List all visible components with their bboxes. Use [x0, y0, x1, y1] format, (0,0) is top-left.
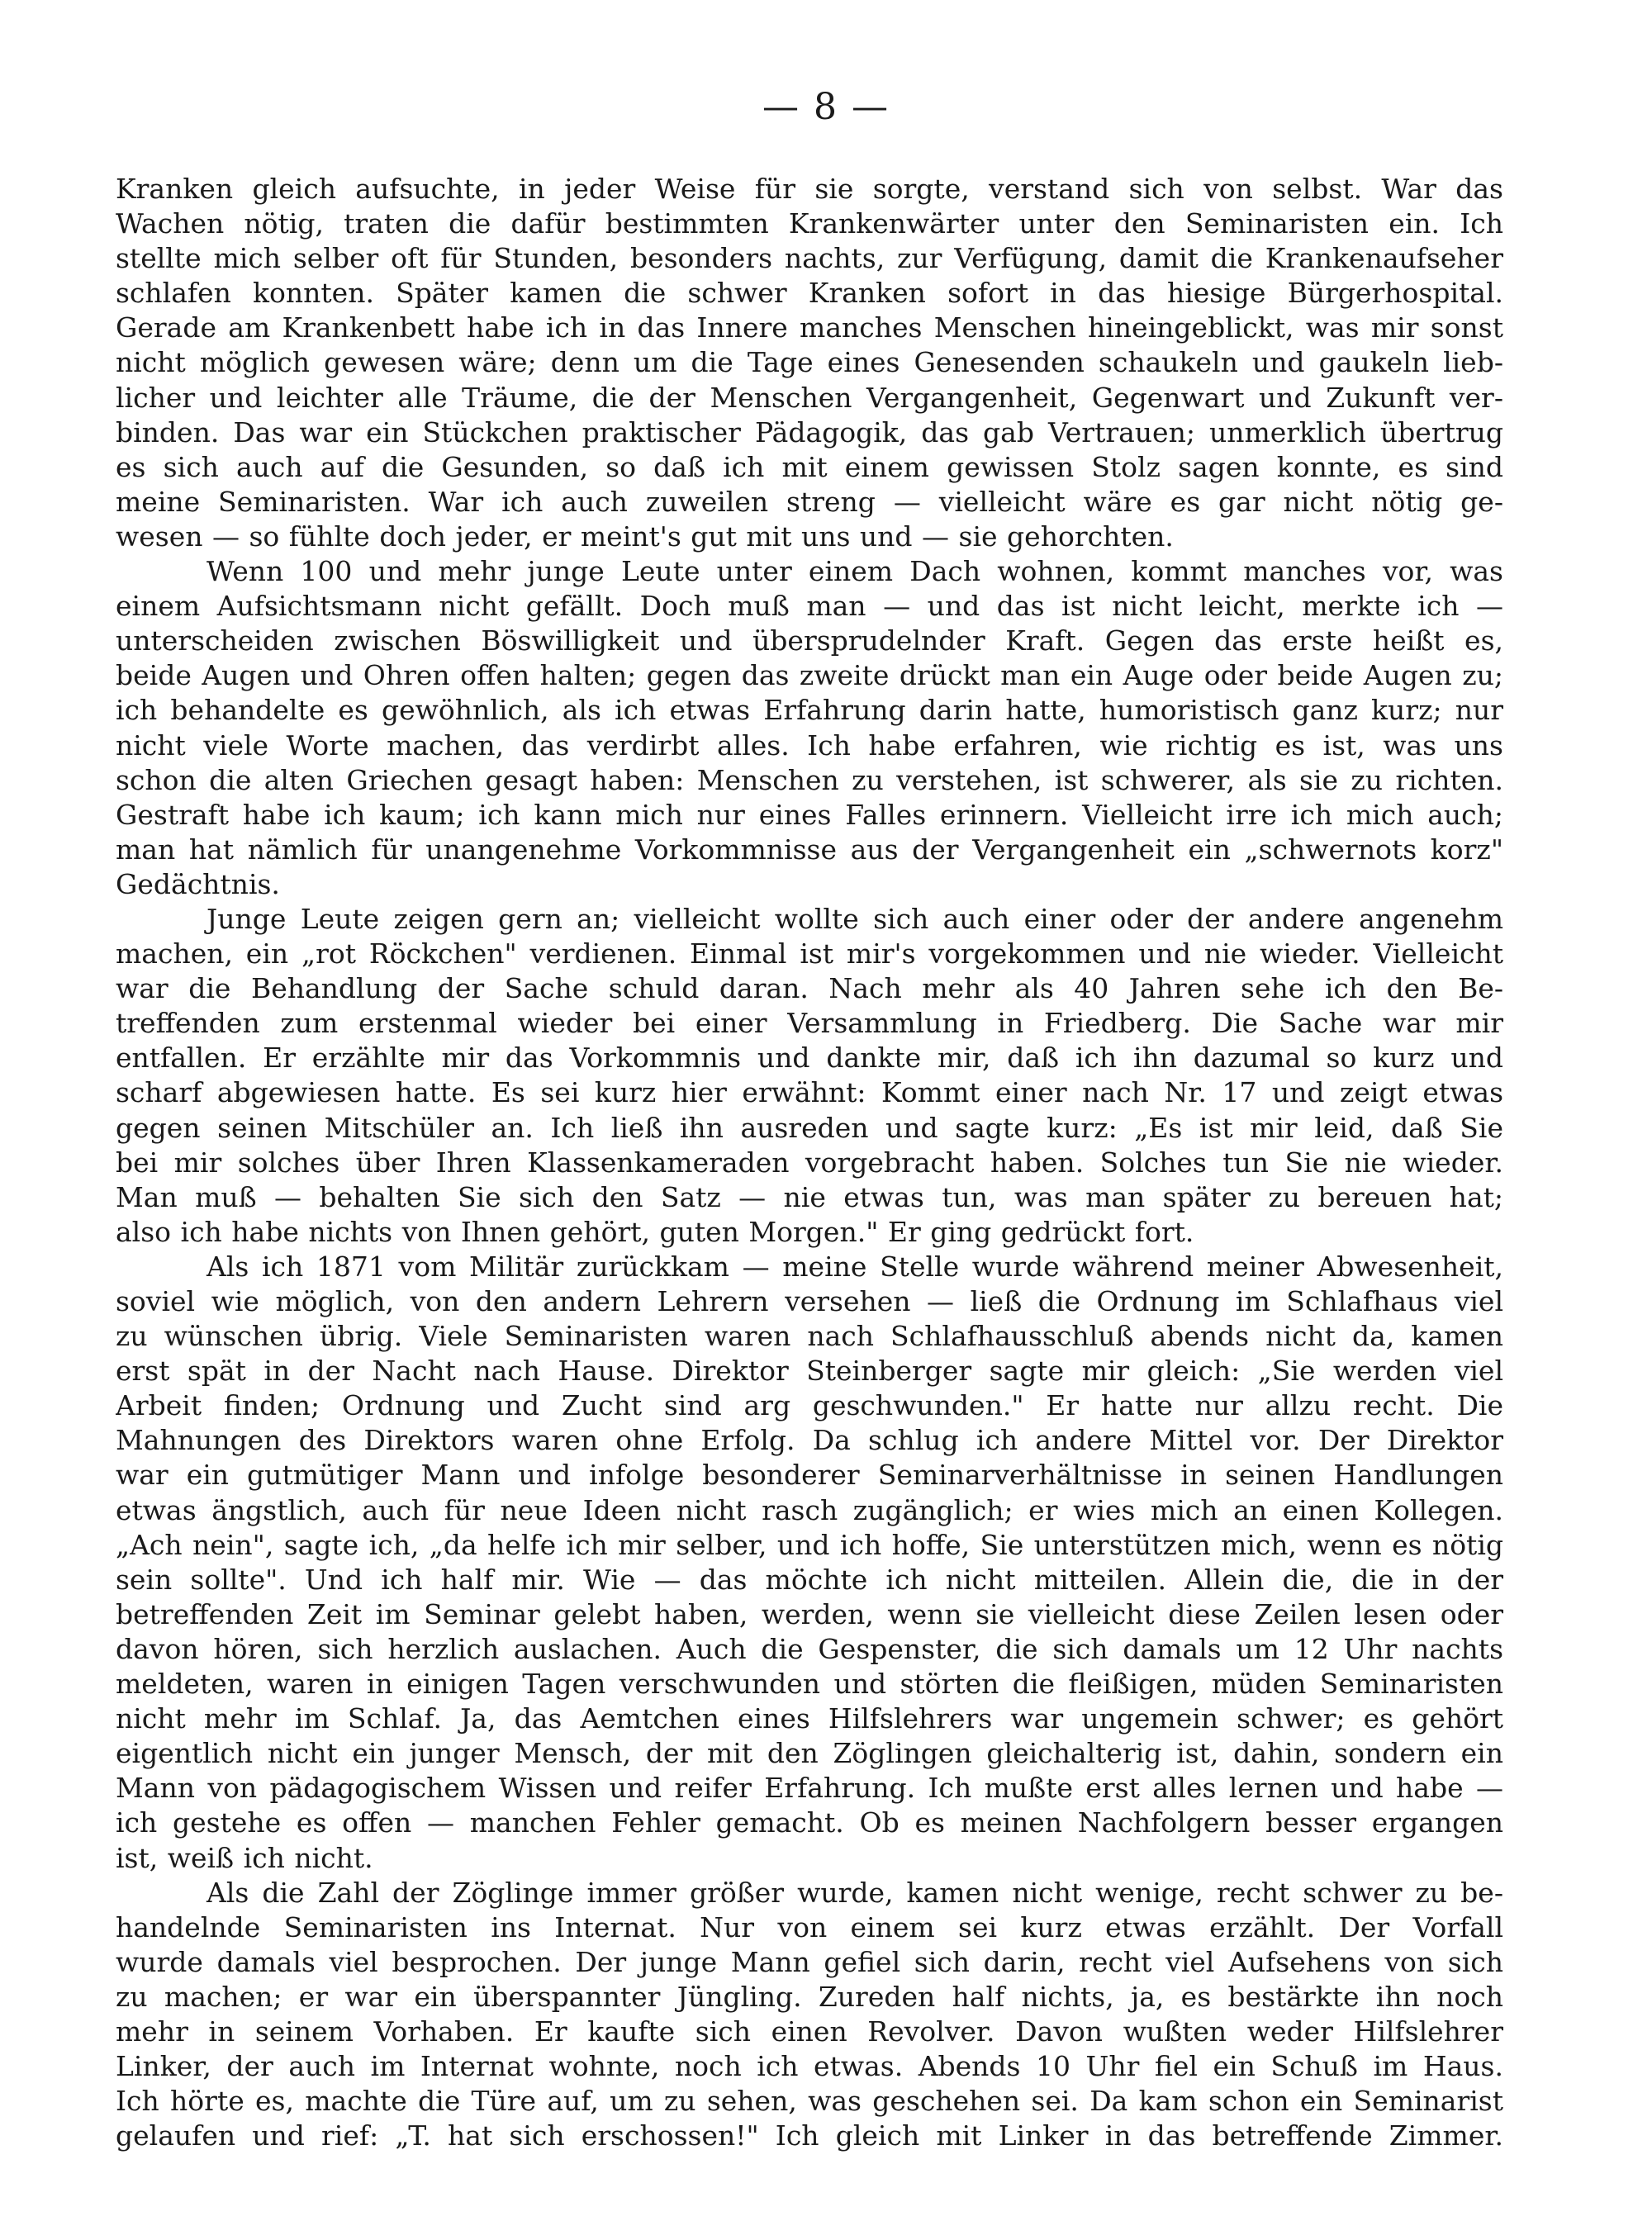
text-line: Mahnungen des Direktors waren ohne Erfolg. Da schlug ich andere Mittel vor. Der Direktor	[116, 1424, 1503, 1457]
text-line: soviel wie möglich, von den andern Lehrern versehen — ließ die Ordnung im Schlafhaus viel	[116, 1285, 1503, 1317]
text-line: eigentlich nicht ein junger Mensch, der mit den Zöglingen gleichalterig ist, dahin, sondern ein	[116, 1737, 1503, 1770]
text-line: einem Aufsichtsmann nicht gefällt. Doch muß man — und das ist nicht leicht, merkte ich —	[116, 590, 1503, 623]
text-line: Linker, der auch im Internat wohnte, noch ich etwas. Abends 10 Uhr fiel ein Schuß im Haus.	[116, 2050, 1503, 2083]
text-line: betreffenden Zeit im Seminar gelebt haben, werden, wenn sie vielleicht diese Zeilen lesen oder	[116, 1597, 1503, 1630]
text-line: gelaufen und rief: „T. hat sich erschossen!" Ich gleich mit Linker in das betreffende Zimmer.	[116, 2119, 1503, 2152]
text-line: Arbeit finden; Ordnung und Zucht sind arg geschwunden." Er hatte nur allzu recht. Die	[116, 1389, 1503, 1422]
text-line: ich behandelte es gewöhnlich, als ich etwas Erfahrung darin hatte, humoristisch ganz kurz; nur	[116, 694, 1503, 727]
text-line: nicht viele Worte machen, das verdirbt alles. Ich habe erfahren, wie richtig es ist, was uns	[116, 728, 1503, 762]
text-line: man hat nämlich für unangenehme Vorkommnisse aus der Vergangenheit ein „schwernots korz"	[116, 833, 1503, 866]
text-line: schlafen konnten. Später kamen die schwer Kranken sofort in das hiesige Bürgerhospital.	[116, 277, 1503, 310]
text-line: Wenn 100 und mehr junge Leute unter einem Dach wohnen, kommt manches vor, was	[206, 555, 1503, 588]
text-line: etwas ängstlich, auch für neue Ideen nicht rasch zugänglich; er wies mich an einen Kollegen.	[116, 1493, 1503, 1526]
text-line: also ich habe nichts von Ihnen gehört, guten Morgen." Er ging gedrückt fort.	[116, 1215, 1194, 1248]
text-line: Junge Leute zeigen gern an; vielleicht wollte sich auch einer oder der andere angenehm	[206, 902, 1503, 935]
text-line: zu wünschen übrig. Viele Seminaristen waren nach Schlafhausschluß abends nicht da, kamen	[116, 1320, 1503, 1353]
text-line: Gedächtnis.	[116, 867, 280, 900]
text-line: schon die alten Griechen gesagt haben: Menschen zu verstehen, ist schwerer, als sie zu richten.	[116, 763, 1503, 796]
text-line: wurde damals viel besprochen. Der junge Mann gefiel sich darin, recht viel Aufsehens von sich	[116, 1945, 1503, 1978]
text-line: mehr in seinem Vorhaben. Er kaufte sich einen Revolver. Davon wußten weder Hilfslehrer	[116, 2015, 1503, 2048]
text-line: „Ach nein", sagte ich, „da helfe ich mir selber, und ich hoffe, Sie unterstützen mich, wenn es nötig	[116, 1528, 1503, 1561]
text-line: treffenden zum erstenmal wieder bei einer Versammlung in Friedberg. Die Sache war mir	[116, 1007, 1503, 1040]
text-line: nicht möglich gewesen wäre; denn um die Tage eines Genesenden schaukeln und gaukeln lieb-	[116, 346, 1503, 379]
text-line: sein sollte". Und ich half mir. Wie — das möchte ich nicht mitteilen. Allein die, die in der	[116, 1563, 1503, 1596]
text-line: Wachen nötig, traten die dafür bestimmten Krankenwärter unter den Seminaristen ein. Ich	[116, 207, 1503, 240]
text-line: erst spät in der Nacht nach Hause. Direktor Steinberger sagte mir gleich: „Sie werden viel	[116, 1355, 1503, 1388]
text-line: binden. Das war ein Stückchen praktischer Pädagogik, das gab Vertrauen; unmerklich übertrug	[116, 415, 1503, 448]
text-line: handelnde Seminaristen ins Internat. Nur von einem sei kurz etwas erzählt. Der Vorfall	[116, 1910, 1503, 1943]
text-line: war ein gutmütiger Mann und infolge besonderer Seminarverhältnisse in seinen Handlungen	[116, 1459, 1503, 1492]
text-line: ist, weiß ich nicht.	[116, 1841, 373, 1874]
text-line: Als die Zahl der Zöglinge immer größer wurde, kamen nicht wenige, recht schwer zu be-	[206, 1876, 1503, 1909]
text-line: Ich hörte es, machte die Türe auf, um zu sehen, was geschehen sei. Da kam schon ein Seminarist	[116, 2085, 1503, 2118]
text-line: wesen — so fühlte doch jeder, er meint's gut mit uns und — sie gehorchten.	[116, 520, 1174, 553]
text-line: unterscheiden zwischen Böswilligkeit und übersprudelnder Kraft. Gegen das erste heißt es,	[116, 624, 1503, 657]
text-line: gegen seinen Mitschüler an. Ich ließ ihn ausreden und sagte kurz: „Es ist mir leid, daß Sie	[116, 1111, 1503, 1144]
text-line: Kranken gleich aufsuchte, in jeder Weise für sie sorgte, verstand sich von selbst. War das	[116, 173, 1503, 205]
text-line: war die Behandlung der Sache schuld daran. Nach mehr als 40 Jahren sehe ich den Be-	[116, 972, 1503, 1005]
text-line: Mann von pädagogischem Wissen und reifer Erfahrung. Ich mußte erst alles lernen und habe —	[116, 1772, 1503, 1805]
text-line: Gerade am Krankenbett habe ich in das Innere manches Menschen hineingeblickt, was mir sonst	[116, 311, 1503, 344]
page-number: — 8 —	[762, 86, 890, 128]
text-line: meldeten, waren in einigen Tagen verschwunden und störten die fleißigen, müden Seminaristen	[116, 1668, 1503, 1701]
text-line: bei mir solches über Ihren Klassenkameraden vorgebracht haben. Solches tun Sie nie wieder.	[116, 1146, 1503, 1179]
text-line: entfallen. Er erzählte mir das Vorkommnis und dankte mir, daß ich ihn dazumal so kurz und	[116, 1042, 1503, 1075]
text-line: Als ich 1871 vom Militär zurückkam — meine Stelle wurde während meiner Abwesenheit,	[206, 1250, 1503, 1283]
text-line: stellte mich selber oft für Stunden, besonders nachts, zur Verfügung, damit die Krankenaufseher	[116, 242, 1503, 275]
text-line: Man muß — behalten Sie sich den Satz — nie etwas tun, was man später zu bereuen hat;	[116, 1180, 1503, 1213]
text-line: zu machen; er war ein überspannter Jüngling. Zureden half nichts, ja, es bestärkte ihn noch	[116, 1980, 1503, 2013]
text-line: nicht mehr im Schlaf. Ja, das Aemtchen eines Hilfslehrers war ungemein schwer; es gehört	[116, 1702, 1503, 1735]
text-line: beide Augen und Ohren offen halten; gegen das zweite drückt man ein Auge oder beide Augen zu;	[116, 659, 1503, 692]
body-text	[116, 172, 1503, 2153]
text-line: machen, ein „rot Röckchen" verdienen. Einmal ist mir's vorgekommen und nie wieder. Vielleicht	[116, 937, 1503, 971]
text-line: scharf abgewiesen hatte. Es sei kurz hier erwähnt: Kommt einer nach Nr. 17 und zeigt etwas	[116, 1076, 1503, 1109]
text-line: meine Seminaristen. War ich auch zuweilen streng — vielleicht wäre es gar nicht nötig ge-	[116, 485, 1503, 518]
text-line: licher und leichter alle Träume, die der Menschen Vergangenheit, Gegenwart und Zukunft ver-	[116, 381, 1503, 414]
text-line: ich gestehe es offen — manchen Fehler gemacht. Ob es meinen Nachfolgern besser ergangen	[116, 1806, 1503, 1839]
text-line: es sich auch auf die Gesunden, so daß ich mit einem gewissen Stolz sagen konnte, es sind	[116, 450, 1503, 483]
text-line: davon hören, sich herzlich auslachen. Auch die Gespenster, die sich damals um 12 Uhr nachts	[116, 1632, 1503, 1665]
text-line: Gestraft habe ich kaum; ich kann mich nur eines Falles erinnern. Vielleicht irre ich mich auch;	[116, 798, 1503, 831]
